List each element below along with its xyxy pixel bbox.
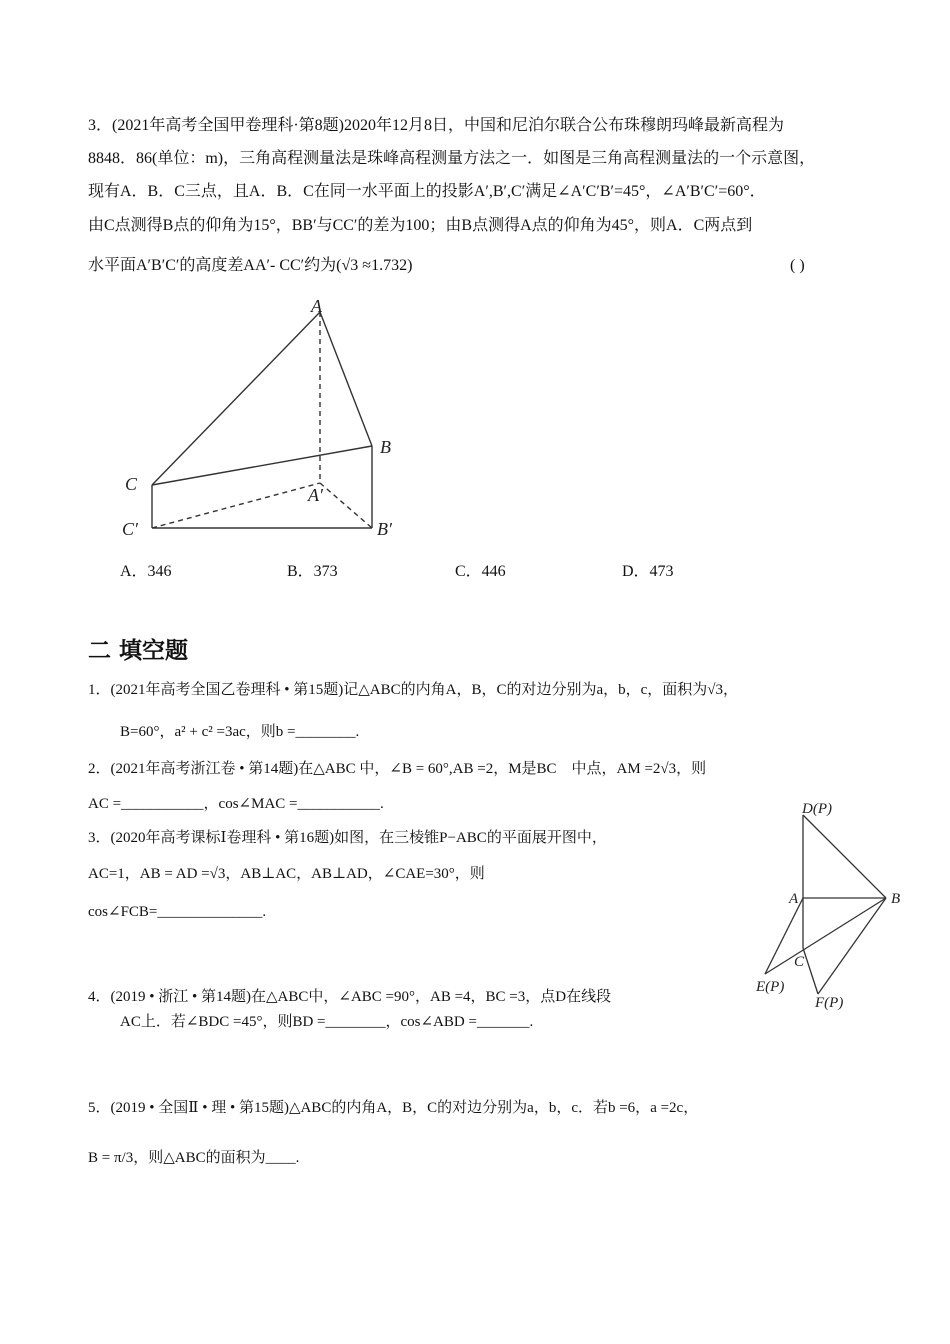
- fill-3-line-2: AC=1，AB = AD =√3，AB⊥AC，AB⊥AD，∠CAE=30°，则: [88, 866, 485, 882]
- triangulation-figure: [152, 312, 372, 528]
- label-B-prime: B′: [377, 519, 392, 539]
- fill-4-line-2: AC上．若∠BDC =45°，则BD =________，cos∠ABD =_______.: [120, 1014, 534, 1030]
- option-c: C．446: [455, 563, 506, 580]
- net-label-E: E(P): [756, 979, 785, 995]
- net-label-F: F(P): [815, 995, 844, 1011]
- label-B: B: [380, 437, 391, 457]
- label-C-prime: C′: [122, 519, 138, 539]
- fill-3-line-3: cos∠FCB=______________.: [88, 904, 267, 920]
- section-title: 二 填空题: [88, 638, 189, 664]
- label-C: C: [125, 474, 138, 494]
- fill-2-line-1: 2．(2021年高考浙江卷 • 第14题)在△ABC 中，∠B = 60°,AB =2，M是BC 中点，AM =2√3，则: [88, 761, 707, 777]
- fill-2-line-2: AC =___________，cos∠MAC =___________.: [88, 796, 384, 812]
- fill-5-line-1: 5．(2019 • 全国Ⅱ • 理 • 第15题)△ABC的内角A，B，C的对边分别为a，b，c．若b =6，a =2c，: [88, 1100, 699, 1116]
- q3-line-3: 现有A．B．C三点，且A．B．C在同一水平面上的投影A′,B′,C′满足∠A′C′B′=45°，∠A′B′C′=60°．: [88, 183, 766, 200]
- net-label-D: D(P): [802, 801, 832, 817]
- net-label-A: A: [789, 891, 799, 907]
- label-A: A: [311, 296, 322, 316]
- net-label-C: C: [794, 954, 805, 970]
- answer-bracket: ( ): [790, 257, 805, 274]
- q3-line-1: 3．(2021年高考全国甲卷理科·第8题)2020年12月8日，中国和尼泊尔联合公布珠穆朗玛峰最新高程为: [88, 117, 784, 134]
- label-A-prime: A′: [308, 485, 323, 505]
- fill-1-line-2: B=60°，a² + c² =3ac，则b =________.: [120, 724, 360, 740]
- option-d: D．473: [622, 563, 674, 580]
- option-a: A．346: [120, 563, 172, 580]
- net-figure: [765, 815, 886, 994]
- fill-1-line-1: 1．(2021年高考全国乙卷理科 • 第15题)记△ABC的内角A，B，C的对边分别为a，b，c，面积为√3，: [88, 682, 739, 698]
- net-label-B: B: [891, 891, 901, 907]
- q3-line-4: 由C点测得B点的仰角为15°，BB′与CC′的差为100；由B点测得A点的仰角为45°，则A．C两点到: [88, 217, 753, 234]
- fill-5-line-2: B = π/3，则△ABC的面积为____.: [88, 1150, 300, 1166]
- q3-line-5: 水平面A′B′C′的高度差AA′- CC′约为(√3 ≈1.732): [88, 257, 413, 274]
- q3-line-2: 8848．86(单位：m)，三角高程测量法是珠峰高程测量方法之一．如图是三角高程测量法的一个示意图，: [88, 150, 816, 167]
- fill-3-line-1: 3．(2020年高考课标Ⅰ卷理科 • 第16题)如图，在三棱锥P−ABC的平面展开图中，: [88, 830, 607, 846]
- fill-4-line-1: 4．(2019 • 浙江 • 第14题)在△ABC中，∠ABC =90°，AB =4，BC =3，点D在线段: [88, 989, 612, 1005]
- option-b: B．373: [287, 563, 338, 580]
